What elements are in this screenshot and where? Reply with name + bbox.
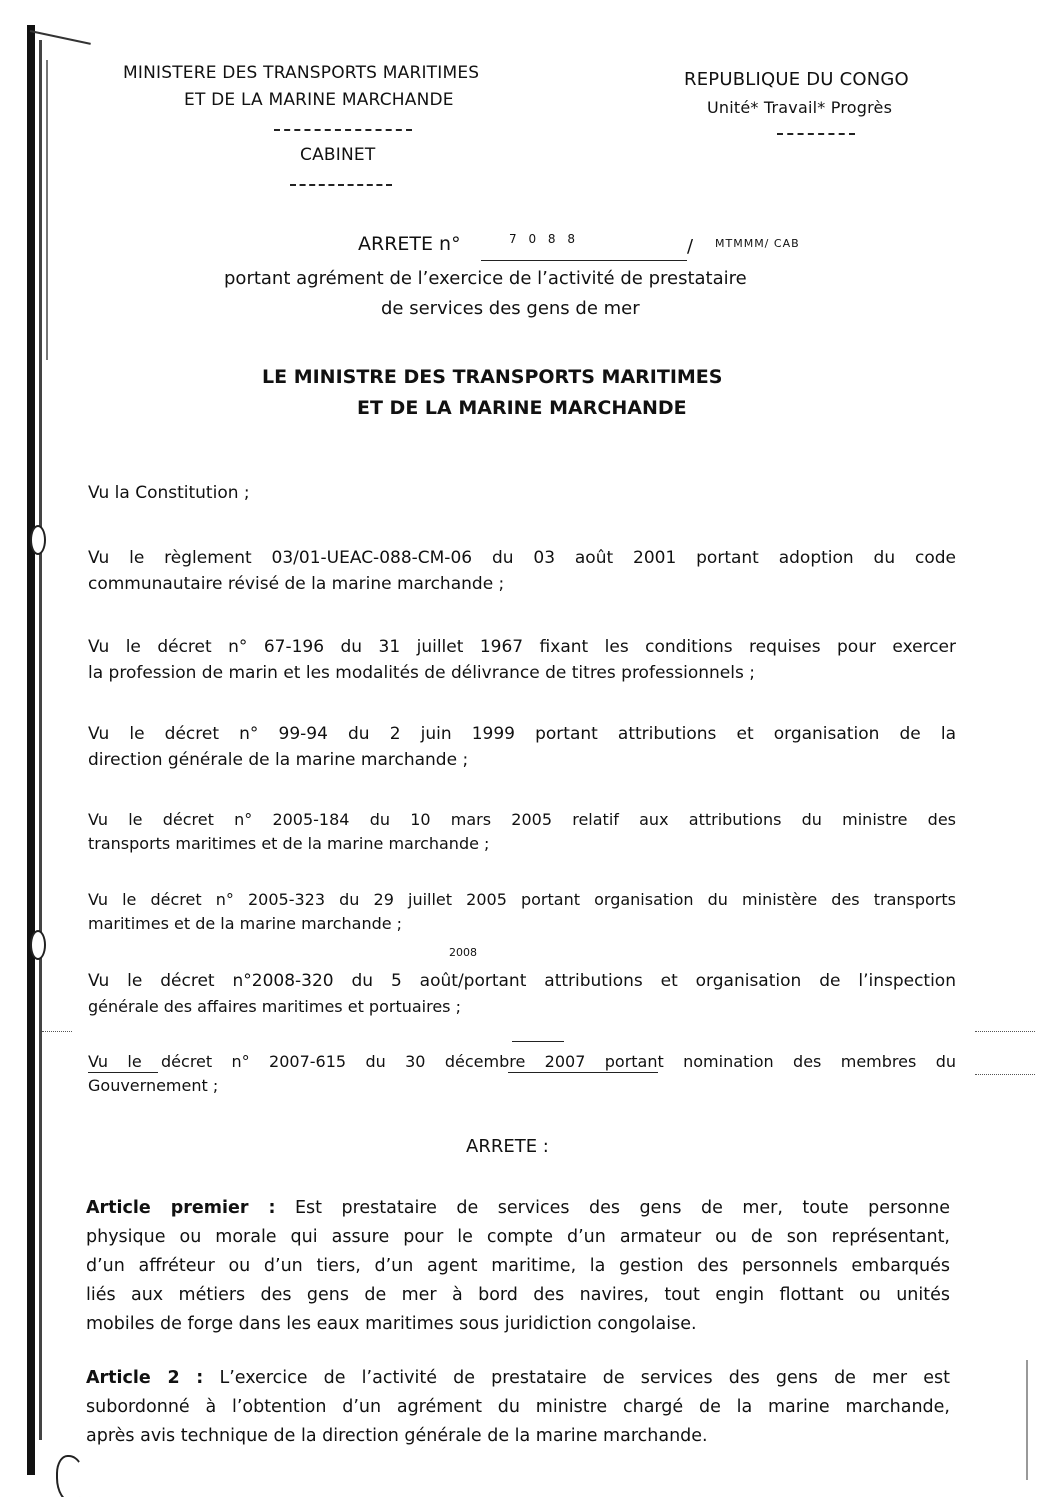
vu-line: maritimes et de la marine marchande ; [88,914,403,933]
arrete-number: 7 0 8 8 [509,232,579,246]
cabinet-label: CABINET [300,145,376,165]
vu-reglement [88,545,956,597]
vu-decret-99-94 [88,721,956,773]
scan-underline [508,1072,658,1073]
article-label: Article 2 : [86,1368,204,1388]
slash: / [687,236,694,257]
scan-mark [42,1031,72,1032]
article-text: L’exercice de l’activité de prestataire de services des gens de mer est [219,1368,950,1388]
arrete-heading: ARRETE : [466,1136,549,1157]
vu-line: transports maritimes et de la marine marchande ; [88,834,490,853]
minister-title: LE MINISTRE DES TRANSPORTS MARITIMES [262,366,723,388]
vu-decret-2008-320 [88,969,956,1019]
binding-edge-mark [46,60,48,360]
article-line: mobiles de forge dans les eaux maritimes sous juridiction congolaise. [86,1314,697,1334]
article-text: Est prestataire de services des gens de mer, toute personne [295,1198,950,1218]
vu-line: Vu le décret n° 67-196 du 31 juillet 1967 fixant les conditions requises pour exercer [88,637,956,657]
arrete-suffix: MTMMM/ CAB [715,237,800,250]
scan-mark [975,1074,1035,1075]
article-line: liés aux métiers des gens de mer à bord des navires, tout engin flottant ou unités [86,1285,950,1305]
vu-line: générale des affaires maritimes et portuaires ; [88,997,461,1016]
article-line: physique ou morale qui assure pour le compte d’un armateur ou de son représentant, [86,1227,950,1247]
vu-line: Vu le règlement 03/01-UEAC-088-CM-06 du 03 août 2001 portant adoption du code [88,548,956,568]
scan-mark [512,1041,564,1042]
number-underline [481,260,687,261]
ministry-name: MINISTERE DES TRANSPORTS MARITIMES [123,63,480,83]
article-2 [86,1364,950,1451]
scan-edge-mark [1026,1360,1028,1480]
vu-line: communautaire révisé de la marine marchande ; [88,574,505,594]
punch-hole [30,930,46,960]
article-premier [86,1194,950,1339]
separator-dashes [777,133,855,135]
vu-line: direction générale de la marine marchande ; [88,750,469,770]
vu-line: Vu le décret n°2008-320 du 5 août/portant attributions et organisation de l’inspection [88,971,956,991]
vu-line: Vu le décret n° 2005-323 du 29 juillet 2005 portant organisation du ministère des transports [88,890,956,909]
vu-decret-2005-323 [88,888,956,936]
vu-decret-2005-184 [88,808,956,856]
scan-underline [88,1072,158,1073]
article-line: d’un affréteur ou d’un tiers, d’un agent maritime, la gestion des personnels embarqués [86,1256,950,1276]
vu-constitution [88,480,956,506]
handwritten-year-annotation: 2008 [449,946,477,959]
punch-hole [30,525,46,555]
vu-line: Vu le décret n° 2007-615 du 30 décembre 2007 portant nomination des membres du [88,1052,956,1071]
minister-title-line2: ET DE LA MARINE MARCHANDE [357,397,687,419]
republic-name: REPUBLIQUE DU CONGO [684,69,909,90]
vu-line: Vu le décret n° 2005-184 du 10 mars 2005 relatif aux attributions du ministre des [88,810,956,829]
separator-dashes [274,129,412,131]
vu-line: Vu le décret n° 99-94 du 2 juin 1999 portant attributions et organisation de la [88,724,956,744]
article-label: Article premier : [86,1198,276,1218]
ministry-name-line2: ET DE LA MARINE MARCHANDE [184,90,454,110]
separator-dashes [290,184,392,186]
vu-decret-2007-615 [88,1050,956,1098]
scan-mark [975,1031,1035,1032]
arrete-subject: portant agrément de l’exercice de l’activité de prestataire [224,268,747,289]
binding-edge-inner [39,40,42,1440]
article-line: après avis technique de la direction générale de la marine marchande. [86,1426,708,1446]
vu-line: la profession de marin et les modalités de délivrance de titres professionnels ; [88,663,755,683]
vu-line: Vu la Constitution ; [88,483,250,503]
handwritten-initials [56,1455,86,1497]
republic-motto: Unité* Travail* Progrès [707,98,893,117]
vu-line: Gouvernement ; [88,1076,219,1095]
binding-edge [27,25,35,1475]
article-line: subordonné à l’obtention d’un agrément du ministre chargé de la marine marchande, [86,1397,950,1417]
arrete-prefix: ARRETE n° [358,233,461,255]
vu-decret-67-196 [88,634,956,686]
arrete-subject-line2: de services des gens de mer [381,298,640,319]
